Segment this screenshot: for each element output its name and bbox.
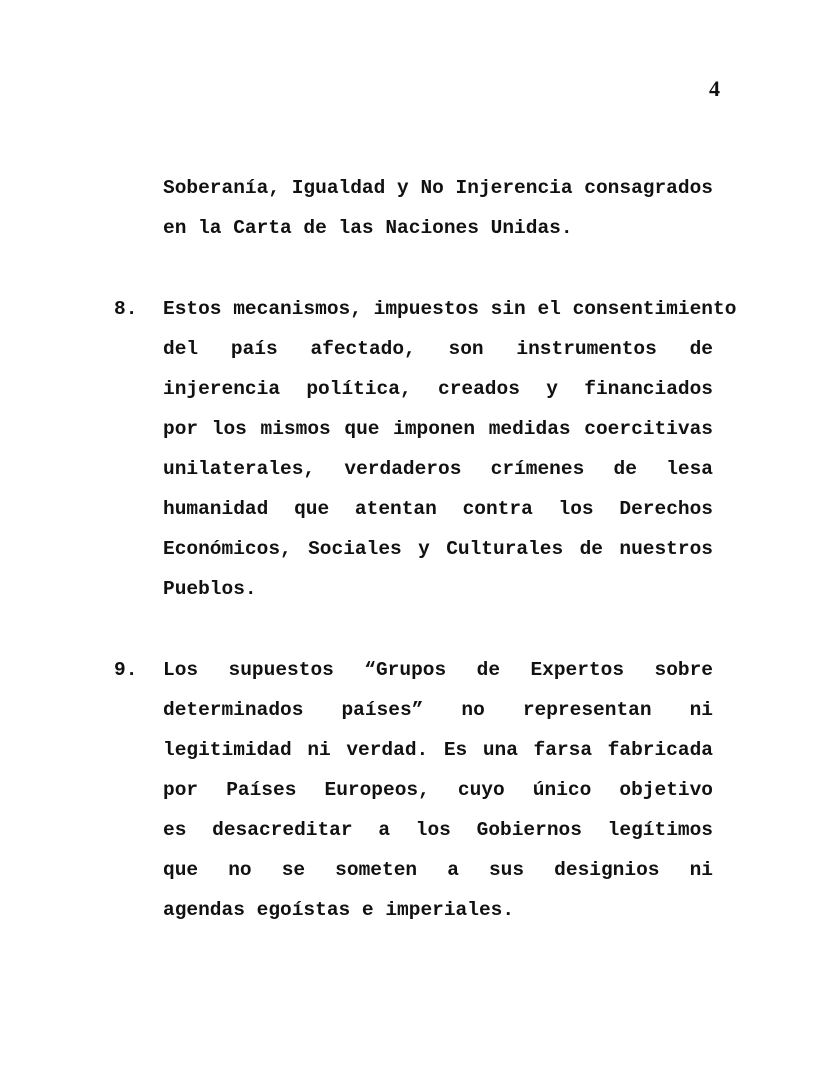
text-line: Estos mecanismos, impuestos sin el consentimiento [163,298,737,320]
text-line: del país afectado, son instrumentos de [163,338,713,360]
text-line: Los supuestos “Grupos de Expertos sobre [163,659,713,681]
text-line: por los mismos que imponen medidas coercitivas [163,418,713,440]
list-marker: 8. [114,298,138,320]
text-line: Soberanía, Igualdad y No Injerencia consagrados [163,177,713,199]
text-line: injerencia política, creados y financiados [163,378,713,400]
text-line: es desacreditar a los Gobiernos legítimos [163,819,713,841]
text-line: unilaterales, verdaderos crímenes de lesa [163,458,713,480]
list-marker: 9. [114,659,138,681]
text-line: por Países Europeos, cuyo único objetivo [163,779,713,801]
text-line: determinados países” no representan ni [163,699,713,721]
text-line: en la Carta de las Naciones Unidas. [163,217,573,239]
text-line: que no se someten a sus designios ni [163,859,713,881]
text-line: legitimidad ni verdad. Es una farsa fabricada [163,739,713,761]
page-number: 4 [709,76,720,101]
text-line: humanidad que atentan contra los Derechos [163,498,713,520]
text-line: agendas egoístas e imperiales. [163,899,515,921]
text-line: Económicos, Sociales y Culturales de nuestros [163,538,713,560]
text-line: Pueblos. [163,578,257,600]
